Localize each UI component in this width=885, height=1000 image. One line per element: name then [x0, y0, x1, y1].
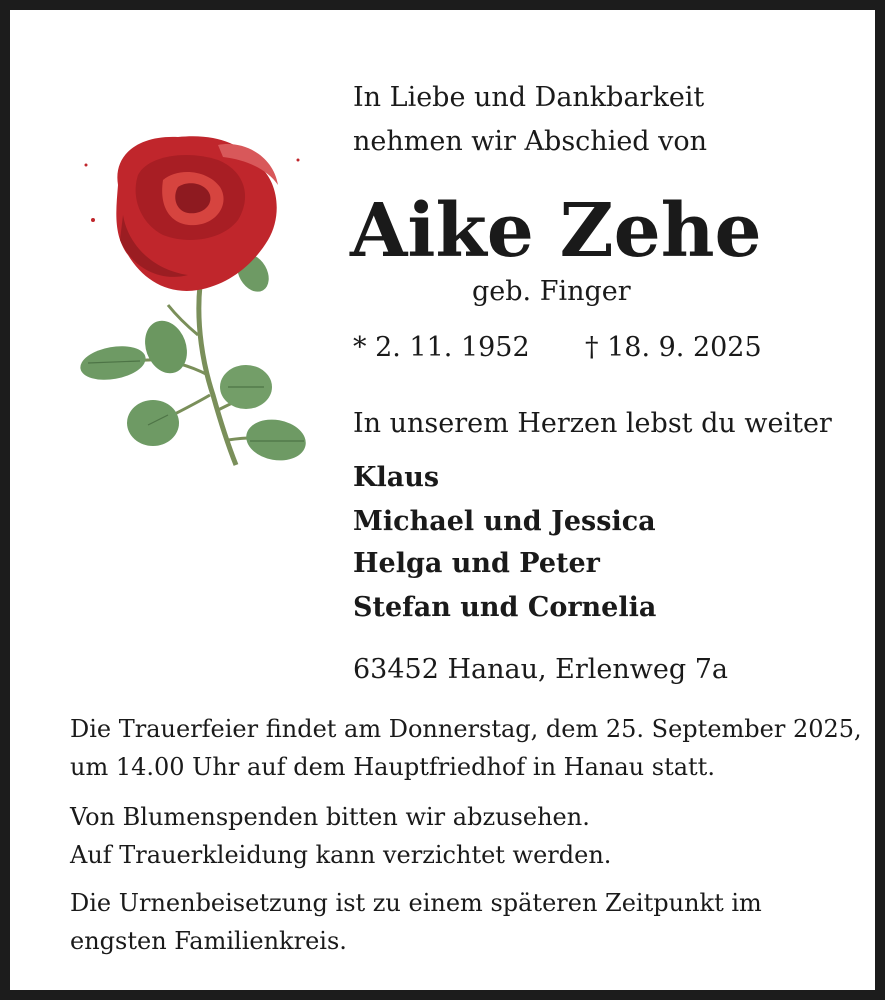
mourner-name: Klaus — [353, 462, 440, 493]
intro-line-1: In Liebe und Dankbarkeit — [353, 82, 705, 113]
funeral-line-1: Die Trauerfeier findet am Donnerstag, dem 25. September 2025, — [70, 715, 862, 743]
rose-icon — [68, 125, 318, 475]
intro-line-2: nehmen wir Abschied von — [353, 126, 708, 157]
request-line-2: Auf Trauerkleidung kann verzichtet werden. — [70, 841, 612, 869]
motto: In unserem Herzen lebst du weiter — [353, 408, 832, 439]
mourner-name: Stefan und Cornelia — [353, 592, 657, 623]
mourner-name: Michael und Jessica — [353, 506, 656, 537]
birth-date: * 2. 11. 1952 — [353, 332, 530, 363]
maiden-name: geb. Finger — [472, 276, 631, 307]
burial-line-2: engsten Familienkreis. — [70, 927, 347, 955]
address: 63452 Hanau, Erlenweg 7a — [353, 654, 729, 685]
death-date: † 18. 9. 2025 — [585, 332, 762, 363]
mourner-name: Helga und Peter — [353, 548, 600, 579]
burial-line-1: Die Urnenbeisetzung ist zu einem späteren Zeitpunkt im — [70, 889, 762, 917]
funeral-line-2: um 14.00 Uhr auf dem Hauptfriedhof in Hanau statt. — [70, 753, 715, 781]
deceased-name: Aike Zehe — [350, 188, 762, 274]
request-line-1: Von Blumenspenden bitten wir abzusehen. — [70, 803, 590, 831]
